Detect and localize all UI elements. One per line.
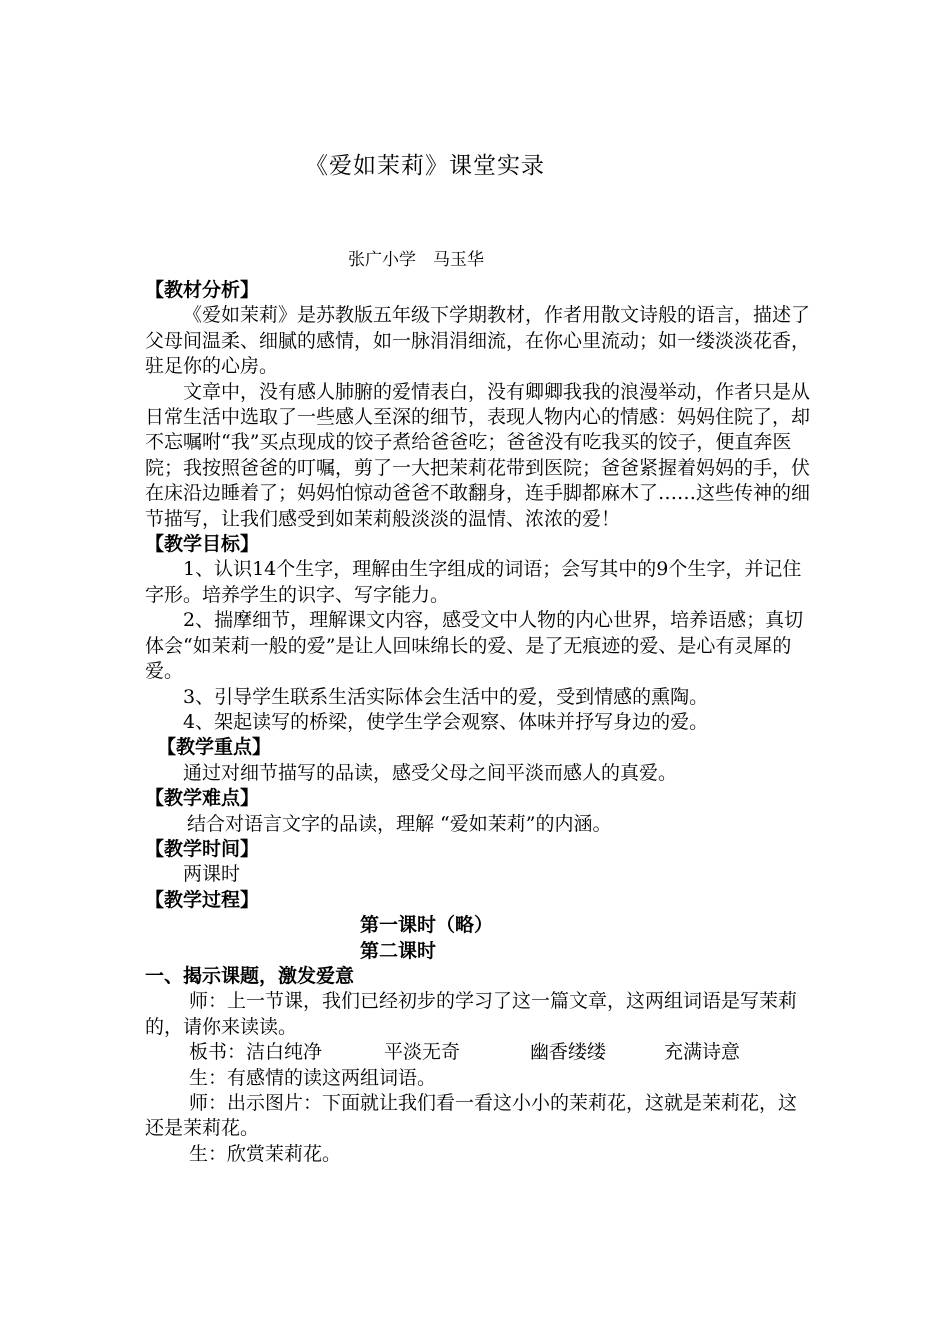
teacher-line-1: 师：上一节课，我们已经初步的学习了这一篇文章，这两组词语是写茉莉的，请你来读读。 bbox=[145, 990, 798, 1038]
blackboard-word-1: 洁白纯净 bbox=[246, 1041, 323, 1064]
heading-goals: 【教学目标】 bbox=[145, 533, 260, 556]
teacher-line-2: 师：出示图片：下面就让我们看一看这小小的茉莉花，这就是茉莉花，这还是茉莉花。 bbox=[145, 1092, 798, 1140]
blackboard-label: 板书： bbox=[189, 1041, 247, 1064]
document-body bbox=[145, 278, 810, 1167]
blackboard-word-4: 充满诗意 bbox=[664, 1041, 741, 1064]
key-point-text: 通过对细节描写的品读，感受父母之间平淡而感人的真爱。 bbox=[183, 761, 678, 784]
student-line-2: 生：欣赏茉莉花。 bbox=[189, 1142, 342, 1165]
author-line: 张广小学 马玉华 bbox=[348, 250, 484, 270]
heading-analysis: 【教材分析】 bbox=[145, 279, 260, 301]
goal-item-3: 3、引导学生联系生活实际体会生活中的爱，受到情感的熏陶。 bbox=[183, 685, 709, 708]
heading-key-point: 【教学重点】 bbox=[157, 736, 272, 759]
analysis-paragraph-1: 《爱如茉莉》是苏教版五年级下学期教材，作者用散文诗般的语言，描述了父母间温柔、细腻的感情，如一脉涓涓细流，在你心里流动；如一缕淡淡花香，驻足你的心房。 bbox=[145, 304, 811, 378]
goal-item-4: 4、架起读写的桥梁，使学生学会观察、体味并抒写身边的爱。 bbox=[183, 710, 709, 733]
goal-item-2: 2、揣摩细节，理解课文内容，感受文中人物的内心世界，培养语感；真切体会“如茉莉一般的爱”是让人回味绵长的爱、是了无痕迹的爱、是心有灵犀的爱。 bbox=[145, 609, 804, 683]
difficulty-text: 结合对语言文字的品读，理解 “爱如茉莉”的内涵。 bbox=[187, 812, 612, 835]
heading-time: 【教学时间】 bbox=[145, 837, 260, 860]
part-1-heading: 一、揭示课题，激发爱意 bbox=[145, 964, 355, 987]
student-line-1: 生：有感情的读这两组词语。 bbox=[189, 1066, 437, 1089]
lesson-1-heading: 第一课时（略） bbox=[360, 914, 494, 937]
analysis-paragraph-2: 文章中，没有感人肺腑的爱情表白，没有卿卿我我的浪漫举动，作者只是从日常生活中选取了一些感人至深的细节，表现人物内心的情感：妈妈住院了，却不忘嘱咐“我”买点现成的饺子煮给爸爸吃；爸爸没有吃我买的饺子，便直奔医院；我按照爸爸的叮嘱，剪了一大把茉莉花带到医院；爸爸紧握着妈妈的手，伏在床沿边睡着了；妈妈怕惊动爸爸不敢翻身，连手脚都麻木了……这些传神的细节描写，让我们感受到如茉莉般淡淡的温情、浓浓的爱！ bbox=[145, 380, 811, 530]
blackboard-line bbox=[145, 1040, 810, 1065]
blackboard-word-3: 幽香缕缕 bbox=[530, 1041, 607, 1064]
heading-process: 【教学过程】 bbox=[145, 888, 260, 911]
heading-difficulty: 【教学难点】 bbox=[145, 787, 260, 810]
blackboard-word-2: 平淡无奇 bbox=[384, 1041, 461, 1064]
document-title: 《爱如茉莉》课堂实录 bbox=[305, 153, 545, 179]
goal-item-1: 1、认识14个生字，理解由生字组成的词语；会写其中的9个生字，并记住字形。培养学生的识字、写字能力。 bbox=[145, 558, 802, 606]
lesson-2-heading: 第二课时 bbox=[360, 939, 437, 962]
time-text: 两课时 bbox=[183, 863, 241, 886]
